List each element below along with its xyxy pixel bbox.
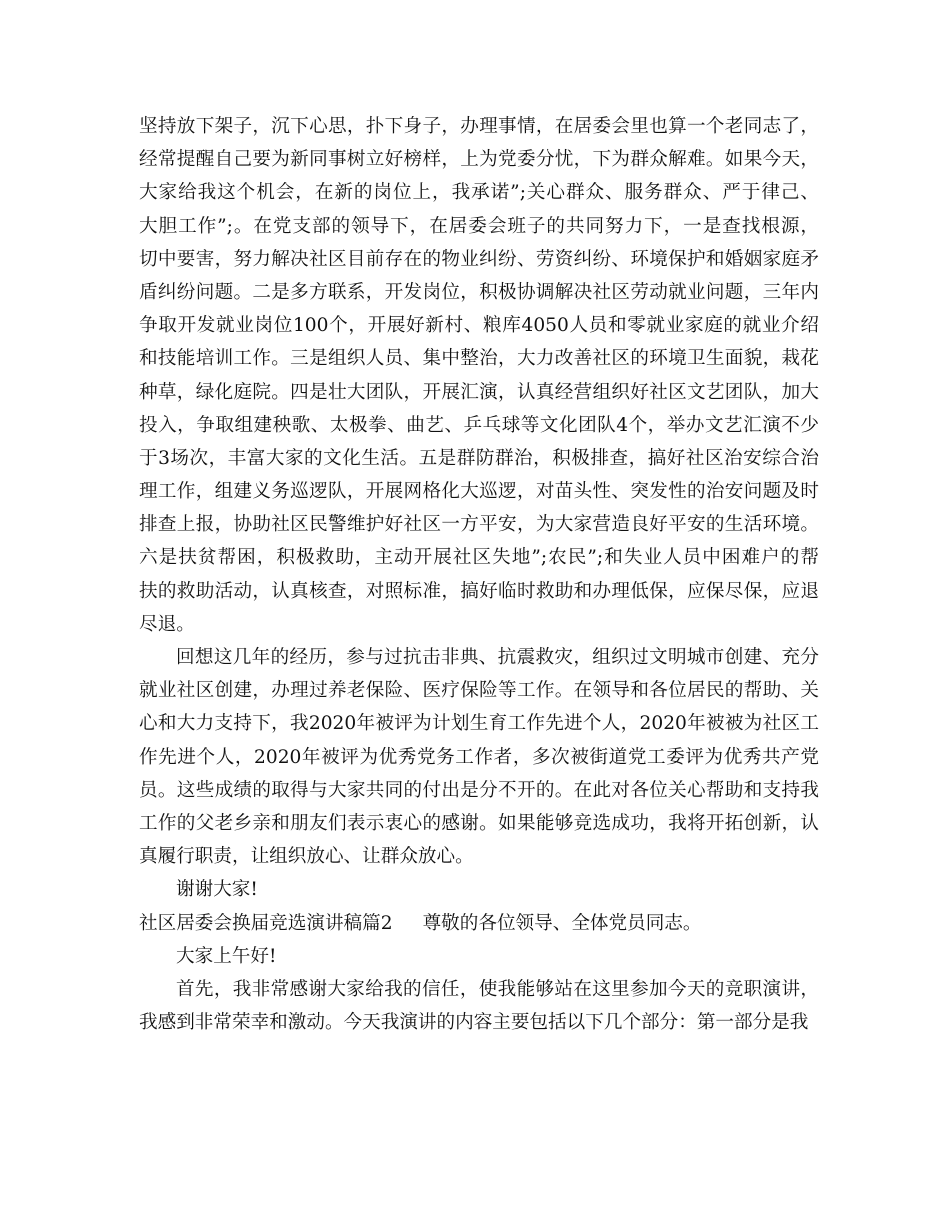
text-line: 切中要害，努力解决社区目前存在的物业纠纷、劳资纠纷、环境保护和婚姻家庭矛 <box>139 248 819 270</box>
text-line: 争取开发就业岗位100个，开展好新村、粮库4050人员和零就业家庭的就业介绍 <box>139 315 819 337</box>
text-line: 和技能培训工作。三是组织人员、集中整治，大力改善社区的环境卫生面貌，栽花 <box>139 348 819 370</box>
text-line: 真履行职责，让组织放心、让群众放心。 <box>139 846 474 868</box>
paragraph-p1 <box>139 110 819 641</box>
section-heading-line <box>139 907 819 940</box>
text-line: 理工作，组建义务巡逻队，开展网格化大巡逻，对苗头性、突发性的治安问题及时 <box>139 481 819 503</box>
text-line: 盾纠纷问题。二是多方联系，开发岗位，积极协调解决社区劳动就业问题，三年内 <box>139 281 819 303</box>
text-line: 经常提醒自己要为新同事树立好榜样，上为党委分忧，下为群众解难。如果今天， <box>139 149 819 171</box>
section-title: 社区居委会换届竞选演讲稿篇2 <box>139 912 393 934</box>
paragraph-p6 <box>139 973 819 1039</box>
text-line: 于3场次，丰富大家的文化生活。五是群防群治，积极排查，搞好社区治安综合治 <box>139 447 819 469</box>
paragraph-p5 <box>139 940 819 973</box>
salutation-text: 尊敬的各位领导、全体党员同志。 <box>422 912 702 934</box>
text-line: 工作的父老乡亲和朋友们表示衷心的感谢。如果能够竞选成功，我将开拓创新，认 <box>139 812 819 834</box>
text-line: 员。这些成绩的取得与大家共同的付出是分不开的。在此对各位关心帮助和支持我 <box>139 779 819 801</box>
text-line: 大家给我这个机会，在新的岗位上，我承诺”;关心群众、服务群众、严于律己、 <box>139 182 819 204</box>
document-body <box>139 110 819 1039</box>
text-line: 大胆工作”;。在党支部的领导下，在居委会班子的共同努力下，一是查找根源， <box>139 215 819 237</box>
text-line: 坚持放下架子，沉下心思，扑下身子，办理事情，在居委会里也算一个老同志了， <box>139 116 819 137</box>
text-line: 扶的救助活动，认真核查，对照标准，搞好临时救助和办理低保，应保尽保，应退 <box>139 580 819 602</box>
text-line: 尽退。 <box>139 613 195 635</box>
text-line: 投入，争取组建秧歌、太极拳、曲艺、乒乓球等文化团队4个，举办文艺汇演不少 <box>139 414 819 436</box>
text-line: 六是扶贫帮困，积极救助，主动开展社区失地”;农民”;和失业人员中困难户的帮 <box>139 547 819 569</box>
paragraph-p4 <box>139 907 819 940</box>
text-line: 大家上午好! <box>176 945 277 967</box>
text-line: 谢谢大家! <box>176 879 258 901</box>
text-line: 就业社区创建，办理过养老保险、医疗保险等工作。在领导和各位居民的帮助、关 <box>139 680 819 702</box>
paragraph-p3 <box>139 873 819 906</box>
paragraph-p2 <box>139 641 819 873</box>
text-line: 作先进个人，2020年被评为优秀党务工作者，多次被街道党工委评为优秀共产党 <box>139 746 819 768</box>
text-line: 种草，绿化庭院。四是壮大团队，开展汇演，认真经营组织好社区文艺团队，加大 <box>139 381 819 403</box>
text-line: 首先，我非常感谢大家给我的信任，使我能够站在这里参加今天的竞职演讲， <box>176 978 819 1000</box>
text-line: 心和大力支持下，我2020年被评为计划生育工作先进个人，2020年被被为社区工 <box>139 713 819 735</box>
text-line: 回想这几年的经历，参与过抗击非典、抗震救灾，组织过文明城市创建、充分 <box>176 647 819 668</box>
text-line: 我感到非常荣幸和激动。今天我演讲的内容主要包括以下几个部分：第一部分是我 <box>139 1012 809 1034</box>
text-line: 排查上报，协助社区民警维护好社区一方平安，为大家营造良好平安的生活环境。 <box>139 514 819 536</box>
